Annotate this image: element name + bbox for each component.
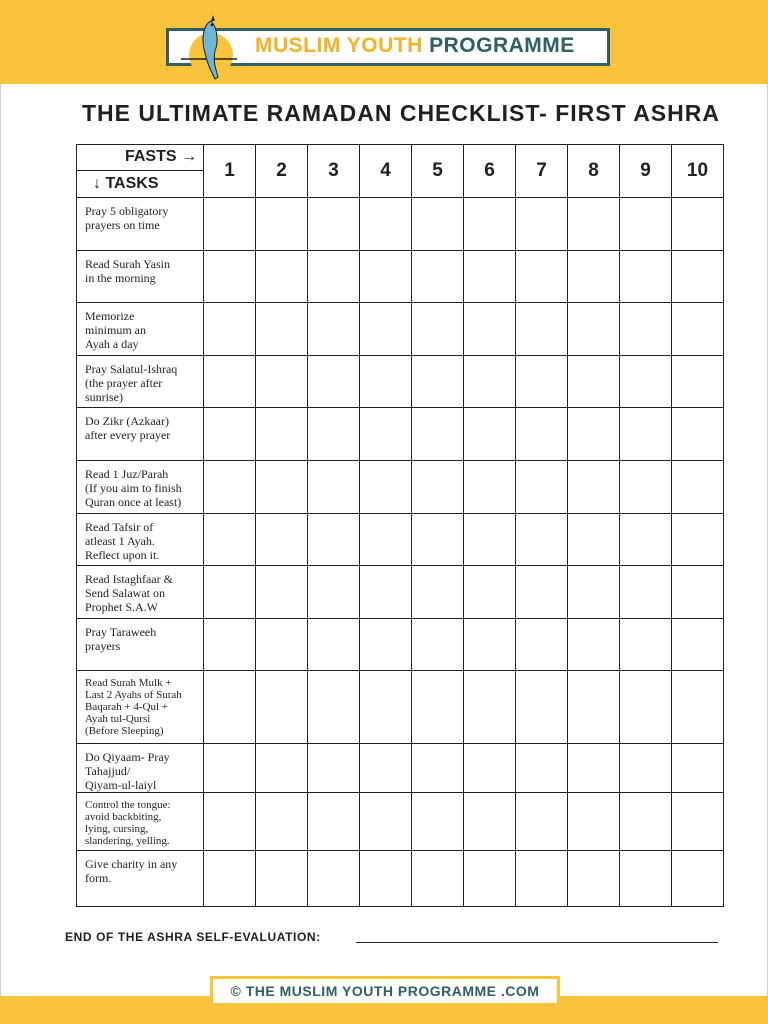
checkbox-cell[interactable]: [412, 566, 464, 619]
task-label: [77, 619, 204, 671]
task-label-line: Do Zikr (Azkaar): [85, 414, 169, 428]
checkbox-cell[interactable]: [308, 619, 360, 671]
task-label-line: in the morning: [85, 271, 156, 285]
checkbox-cell[interactable]: [308, 198, 360, 251]
footer-website: © THE MUSLIM YOUTH PROGRAMME .COM: [210, 976, 560, 1006]
checkbox-cell[interactable]: [516, 566, 568, 619]
fast-day-header: 10: [672, 145, 724, 198]
task-row: [77, 356, 724, 408]
checkbox-cell[interactable]: [360, 408, 412, 461]
checkbox-cell[interactable]: [256, 461, 308, 514]
checkbox-cell[interactable]: [568, 744, 620, 793]
checkbox-cell[interactable]: [360, 851, 412, 907]
checkbox-cell[interactable]: [672, 514, 724, 566]
task-row: [77, 514, 724, 566]
checkbox-cell[interactable]: [204, 251, 256, 303]
checkbox-cell[interactable]: [620, 514, 672, 566]
checkbox-cell[interactable]: [204, 356, 256, 408]
checkbox-cell[interactable]: [672, 671, 724, 744]
task-label-line: minimum an: [85, 323, 146, 337]
tasks-header: ↓ TASKS: [93, 175, 159, 192]
checkbox-cell[interactable]: [464, 793, 516, 851]
page-title: THE ULTIMATE RAMADAN CHECKLIST- FIRST ASHRA: [82, 100, 720, 126]
checkbox-cell[interactable]: [620, 356, 672, 408]
checkbox-cell[interactable]: [412, 744, 464, 793]
checkbox-cell[interactable]: [256, 744, 308, 793]
checkbox-cell[interactable]: [204, 793, 256, 851]
checkbox-cell[interactable]: [672, 408, 724, 461]
task-label-line: Quran once at least): [85, 495, 182, 509]
task-label-line: atleast 1 Ayah.: [85, 534, 155, 548]
task-label-line: slandering, yelling.: [85, 835, 170, 847]
checkbox-cell[interactable]: [620, 744, 672, 793]
task-row: [77, 793, 724, 851]
checkbox-cell[interactable]: [308, 303, 360, 356]
checkbox-cell[interactable]: [412, 408, 464, 461]
checkbox-cell[interactable]: [308, 851, 360, 907]
task-row: [77, 461, 724, 514]
task-label-line: (If you aim to finish: [85, 481, 182, 495]
fast-day-header: 3: [308, 145, 360, 198]
task-label-line: Read Istaghfaar &: [85, 572, 173, 586]
task-label: [77, 566, 204, 619]
checkbox-cell[interactable]: [516, 303, 568, 356]
fast-day-header: 1: [204, 145, 256, 198]
fast-day-header: 9: [620, 145, 672, 198]
checkbox-cell[interactable]: [516, 356, 568, 408]
checkbox-cell[interactable]: [464, 744, 516, 793]
task-label-line: Ayah a day: [85, 337, 139, 351]
bird-logo-icon: [177, 9, 241, 85]
task-label: [77, 514, 204, 566]
task-label-line: Baqarah + 4-Qul +: [85, 701, 168, 713]
task-row: [77, 303, 724, 356]
checkbox-cell[interactable]: [412, 671, 464, 744]
checkbox-cell[interactable]: [568, 303, 620, 356]
checkbox-cell[interactable]: [464, 671, 516, 744]
checkbox-cell[interactable]: [620, 566, 672, 619]
checkbox-cell[interactable]: [256, 303, 308, 356]
fast-day-header: 7: [516, 145, 568, 198]
fasts-header: FASTS →: [124, 148, 197, 165]
checkbox-cell[interactable]: [360, 514, 412, 566]
task-label-line: Read Surah Yasin: [85, 257, 171, 271]
checkbox-cell[interactable]: [308, 356, 360, 408]
checkbox-cell[interactable]: [672, 461, 724, 514]
checkbox-cell[interactable]: [516, 619, 568, 671]
checkbox-cell[interactable]: [308, 744, 360, 793]
checkbox-cell[interactable]: [568, 514, 620, 566]
checkbox-cell[interactable]: [516, 744, 568, 793]
checkbox-cell[interactable]: [256, 408, 308, 461]
table-header-row: [77, 145, 724, 198]
checkbox-cell[interactable]: [204, 408, 256, 461]
checkbox-cell[interactable]: [204, 461, 256, 514]
checkbox-cell[interactable]: [412, 251, 464, 303]
task-label-line: Read Surah Mulk +: [85, 677, 172, 689]
checkbox-cell[interactable]: [568, 198, 620, 251]
task-label-line: Qiyam-ul-laiyl: [85, 778, 157, 792]
task-label-line: prayers: [85, 639, 121, 653]
checkbox-cell[interactable]: [308, 793, 360, 851]
checkbox-cell[interactable]: [256, 619, 308, 671]
task-label: [77, 851, 204, 907]
task-label: [77, 744, 204, 793]
checkbox-cell[interactable]: [516, 461, 568, 514]
task-row: [77, 744, 724, 793]
task-label-line: Pray Salatul-Ishraq: [85, 362, 178, 376]
checkbox-cell[interactable]: [464, 408, 516, 461]
checkbox-cell[interactable]: [204, 566, 256, 619]
checkbox-cell[interactable]: [568, 461, 620, 514]
checkbox-cell[interactable]: [412, 793, 464, 851]
checkbox-cell[interactable]: [620, 198, 672, 251]
brand-name-word1: MUSLIM YOUTH: [255, 34, 423, 57]
task-row: [77, 619, 724, 671]
checkbox-cell[interactable]: [464, 356, 516, 408]
task-label-line: Last 2 Ayahs of Surah: [85, 689, 182, 701]
checkbox-cell[interactable]: [360, 671, 412, 744]
task-label: [77, 303, 204, 356]
checkbox-cell[interactable]: [464, 566, 516, 619]
checkbox-cell[interactable]: [672, 198, 724, 251]
task-label-line: Ayah tul-Qursi: [85, 713, 151, 725]
task-label-line: Pray 5 obligatory: [85, 204, 169, 218]
checkbox-cell[interactable]: [516, 851, 568, 907]
fast-day-header: 4: [360, 145, 412, 198]
checkbox-cell[interactable]: [256, 851, 308, 907]
checkbox-cell[interactable]: [568, 671, 620, 744]
checkbox-cell[interactable]: [360, 198, 412, 251]
checkbox-cell[interactable]: [516, 251, 568, 303]
checkbox-cell[interactable]: [412, 356, 464, 408]
checkbox-cell[interactable]: [620, 619, 672, 671]
checkbox-cell[interactable]: [672, 566, 724, 619]
checkbox-cell[interactable]: [672, 619, 724, 671]
checkbox-cell[interactable]: [360, 793, 412, 851]
checkbox-cell[interactable]: [204, 744, 256, 793]
checkbox-cell[interactable]: [256, 566, 308, 619]
checkbox-cell[interactable]: [360, 619, 412, 671]
checkbox-cell[interactable]: [516, 514, 568, 566]
checkbox-cell[interactable]: [568, 851, 620, 907]
checkbox-cell[interactable]: [568, 619, 620, 671]
fast-day-header: 5: [412, 145, 464, 198]
task-label: [77, 793, 204, 851]
checkbox-cell[interactable]: [464, 303, 516, 356]
checkbox-cell[interactable]: [464, 461, 516, 514]
task-label: [77, 356, 204, 408]
checkbox-cell[interactable]: [204, 619, 256, 671]
checkbox-cell[interactable]: [412, 461, 464, 514]
task-label-line: Control the tongue:: [85, 799, 171, 811]
checkbox-cell[interactable]: [516, 793, 568, 851]
task-row: [77, 251, 724, 303]
checkbox-cell[interactable]: [412, 619, 464, 671]
task-label-line: Tahajjud/: [85, 764, 131, 778]
task-label-line: Reflect upon it.: [85, 548, 160, 562]
checkbox-cell[interactable]: [308, 671, 360, 744]
checkbox-cell[interactable]: [620, 851, 672, 907]
task-label-line: Pray Taraweeh: [85, 625, 157, 639]
checkbox-cell[interactable]: [568, 251, 620, 303]
checkbox-cell[interactable]: [204, 303, 256, 356]
ramadan-checklist-table: [76, 144, 724, 907]
task-label-line: (Before Sleeping): [85, 725, 164, 737]
checkbox-cell[interactable]: [672, 356, 724, 408]
checkbox-cell[interactable]: [412, 198, 464, 251]
checkbox-cell[interactable]: [672, 744, 724, 793]
task-row: [77, 408, 724, 461]
checkbox-cell[interactable]: [308, 514, 360, 566]
task-label-line: lying, cursing,: [85, 823, 149, 835]
checkbox-cell[interactable]: [672, 793, 724, 851]
self-evaluation-field[interactable]: [356, 942, 718, 943]
checkbox-cell[interactable]: [464, 198, 516, 251]
task-label-line: after every prayer: [85, 428, 171, 442]
checkbox-cell[interactable]: [360, 356, 412, 408]
checkbox-cell[interactable]: [256, 198, 308, 251]
task-label-line: form.: [85, 871, 112, 885]
fast-day-header: 8: [568, 145, 620, 198]
task-label: [77, 461, 204, 514]
brand-name: [255, 34, 575, 58]
checkbox-cell[interactable]: [620, 671, 672, 744]
task-label-line: (the prayer after: [85, 376, 163, 390]
checkbox-cell[interactable]: [204, 198, 256, 251]
checkbox-cell[interactable]: [516, 408, 568, 461]
task-label: [77, 671, 204, 744]
checkbox-cell[interactable]: [204, 671, 256, 744]
checkbox-cell[interactable]: [412, 851, 464, 907]
task-label-line: Memorize: [85, 309, 135, 323]
checkbox-cell[interactable]: [256, 793, 308, 851]
checkbox-cell[interactable]: [672, 851, 724, 907]
checkbox-cell[interactable]: [204, 851, 256, 907]
checkbox-cell[interactable]: [620, 303, 672, 356]
task-label-line: Send Salawat on: [85, 586, 165, 600]
checkbox-cell[interactable]: [256, 251, 308, 303]
task-label: [77, 408, 204, 461]
task-label: [77, 198, 204, 251]
task-label-line: Give charity in any: [85, 857, 178, 871]
checkbox-cell[interactable]: [256, 671, 308, 744]
checkbox-cell[interactable]: [308, 408, 360, 461]
task-label-line: Do Qiyaam- Pray: [85, 750, 170, 764]
checkbox-cell[interactable]: [568, 566, 620, 619]
task-label-line: Prophet S.A.W: [85, 600, 158, 614]
checkbox-cell[interactable]: [620, 461, 672, 514]
task-label: [77, 251, 204, 303]
checkbox-cell[interactable]: [620, 408, 672, 461]
checkbox-cell[interactable]: [412, 303, 464, 356]
checkbox-cell[interactable]: [256, 514, 308, 566]
corner-divider: [77, 170, 203, 171]
checkbox-cell[interactable]: [568, 793, 620, 851]
checkbox-cell[interactable]: [360, 566, 412, 619]
checkbox-cell[interactable]: [516, 198, 568, 251]
checkbox-cell[interactable]: [568, 408, 620, 461]
task-label-line: avoid backbiting,: [85, 811, 162, 823]
task-row: [77, 566, 724, 619]
checkbox-cell[interactable]: [308, 251, 360, 303]
checkbox-cell[interactable]: [256, 356, 308, 408]
checkbox-cell[interactable]: [464, 851, 516, 907]
checkbox-cell[interactable]: [672, 303, 724, 356]
brand-name-word2: PROGRAMME: [429, 34, 575, 57]
checkbox-cell[interactable]: [464, 619, 516, 671]
checkbox-cell[interactable]: [308, 461, 360, 514]
checkbox-cell[interactable]: [620, 793, 672, 851]
checkbox-cell[interactable]: [360, 744, 412, 793]
checkbox-cell[interactable]: [360, 461, 412, 514]
checkbox-cell[interactable]: [672, 251, 724, 303]
checkbox-cell[interactable]: [620, 251, 672, 303]
task-label-line: prayers on time: [85, 218, 160, 232]
task-row: [77, 851, 724, 907]
task-label-line: sunrise): [85, 390, 123, 404]
self-evaluation-label: END OF THE ASHRA SELF-EVALUATION:: [65, 930, 321, 944]
checkbox-cell[interactable]: [464, 514, 516, 566]
header-band: [0, 0, 768, 84]
checkbox-cell[interactable]: [308, 566, 360, 619]
checkbox-cell[interactable]: [360, 251, 412, 303]
checkbox-cell[interactable]: [464, 251, 516, 303]
checkbox-cell[interactable]: [516, 671, 568, 744]
checkbox-cell[interactable]: [204, 514, 256, 566]
checkbox-cell[interactable]: [360, 303, 412, 356]
fast-day-header: 6: [464, 145, 516, 198]
checkbox-cell[interactable]: [568, 356, 620, 408]
task-label-line: Read 1 Juz/Parah: [85, 467, 169, 481]
corner-header: [77, 145, 204, 198]
brand-logo: [166, 28, 610, 66]
fast-day-header: 2: [256, 145, 308, 198]
task-row: [77, 198, 724, 251]
checkbox-cell[interactable]: [412, 514, 464, 566]
task-label-line: Read Tafsir of: [85, 520, 154, 534]
task-row: [77, 671, 724, 744]
